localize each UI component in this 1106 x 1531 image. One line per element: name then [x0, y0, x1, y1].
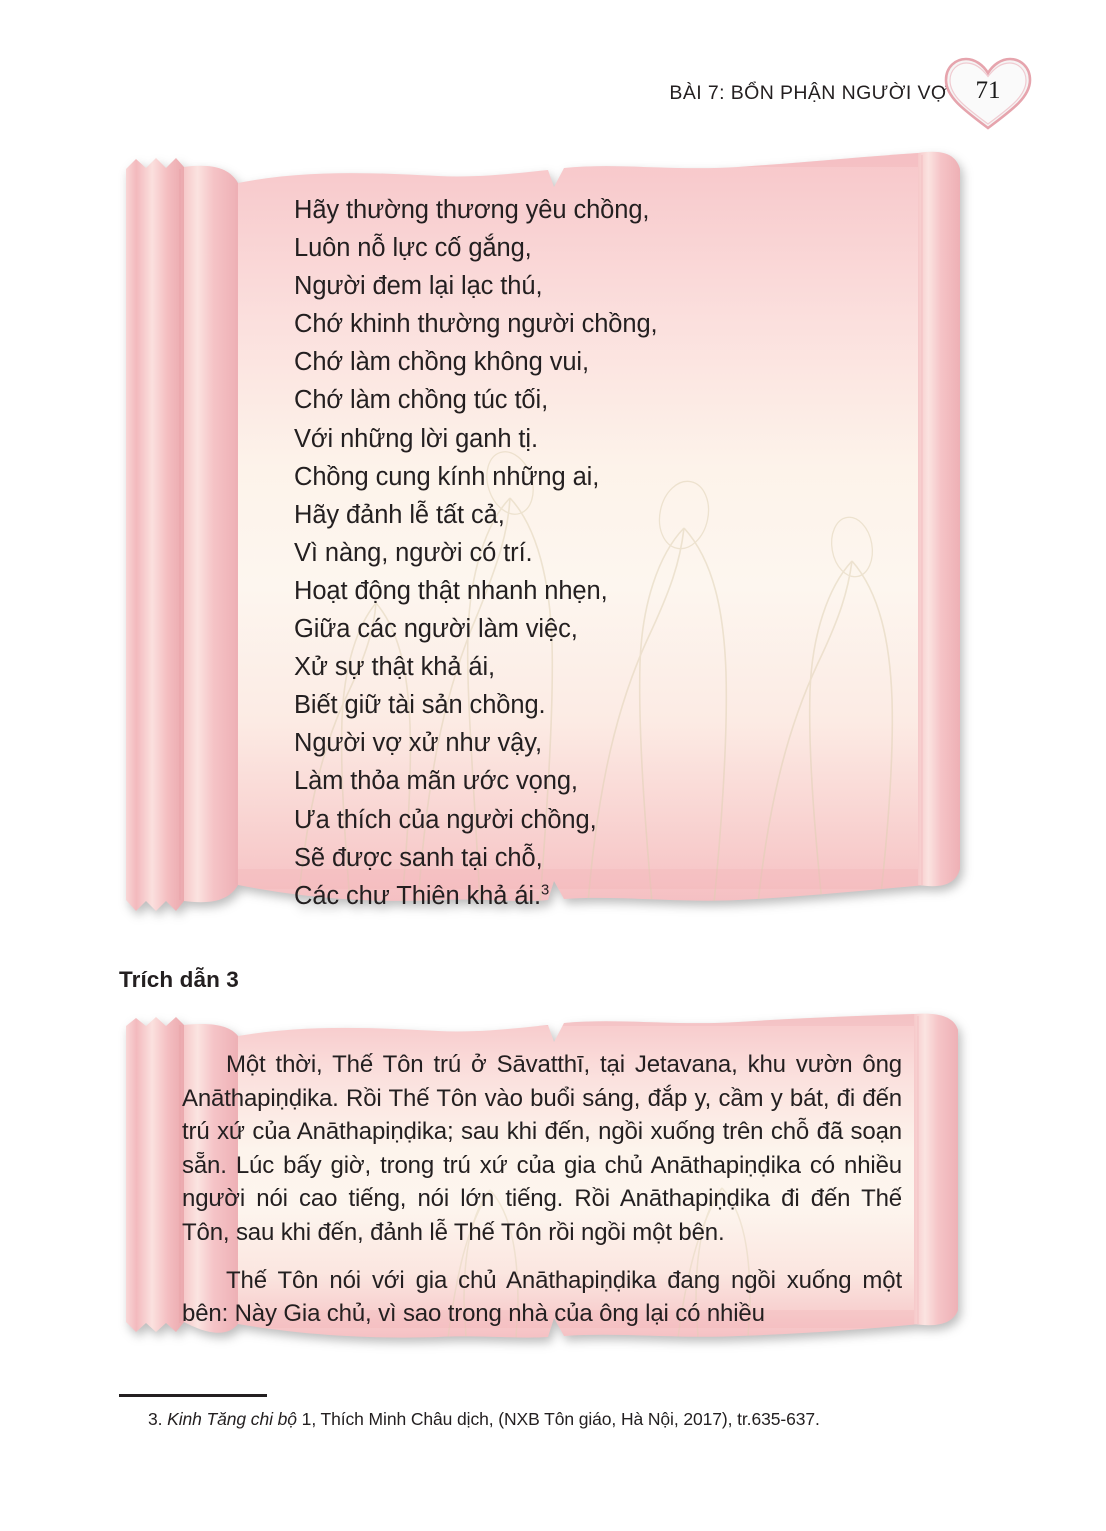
poem-text-block: [294, 191, 894, 915]
poem-line: Biết giữ tài sản chồng.: [294, 691, 546, 720]
footnote-text: [119, 1408, 999, 1431]
footnote-marker: 3: [540, 882, 550, 899]
poem-line: Luôn nỗ lực cố gắng,: [294, 234, 532, 263]
poem-line: Hoạt động thật nhanh nhẹn,: [294, 576, 608, 605]
poem-line: Vì nàng, người có trí.: [294, 538, 533, 567]
poem-line: Người đem lại lạc thú,: [294, 272, 543, 301]
poem-line: Chớ làm chồng không vui,: [294, 348, 589, 377]
poem-line: Người vợ xử như vậy,: [294, 729, 542, 758]
scroll-prose: [118, 1012, 964, 1342]
poem-line: Chồng cung kính những ai,: [294, 462, 600, 491]
poem-line: Xử sự thật khả ái,: [294, 653, 496, 682]
poem-line: Giữa các người làm việc,: [294, 615, 578, 644]
page-title: BÀI 7: BỔN PHẬN NGƯỜI VỢ: [669, 81, 948, 104]
prose-text-block: [182, 1048, 902, 1331]
footnote-title: Kinh Tăng chi bộ: [167, 1409, 297, 1429]
page-header: [669, 64, 1034, 124]
page-number: 71: [975, 77, 1001, 104]
poem-line-last: [294, 877, 894, 915]
scroll-poem: [118, 143, 964, 925]
heart-page-badge: [942, 55, 1034, 133]
poem-line: Chớ khinh thường người chồng,: [294, 310, 658, 339]
footnote-separator-rule: [119, 1394, 267, 1397]
poem-line-text: Các chư Thiên khả ái.: [294, 881, 541, 910]
poem-line: Hãy thường thương yêu chồng,: [294, 196, 650, 224]
poem-line: Hãy đảnh lễ tất cả,: [294, 500, 505, 529]
poem-line: Chớ làm chồng túc tối,: [294, 386, 549, 415]
poem-line: Làm thỏa mãn ước vọng,: [294, 767, 578, 796]
prose-paragraph: Một thời, Thế Tôn trú ở Sāvatthī, tại Jetavana, khu vườn ông Anāthapiṇḍika. Rồi Thế Tôn vào buổi sáng, đắp y, cầm y bát, đi đến trú xứ của Anāthapiṇḍika; sau khi đến, ngồi xuống trên chỗ đã soạn sẵn. Lúc bấy giờ, trong trú xứ của gia chủ Anāthapiṇḍika có nhiều người nói cao tiếng, nói lớn tiếng. Rồi Anāthapiṇḍika đi đến Thế Tôn, sau khi đến, đảnh lễ Thế Tôn rồi ngồi một bên.: [182, 1051, 902, 1246]
prose-paragraph: Thế Tôn nói với gia chủ Anāthapiṇḍika đang ngồi xuống một bên: Này Gia chủ, vì sao trong nhà của ông lại có nhiều: [182, 1266, 902, 1328]
footnote-area: [119, 1394, 999, 1431]
footnote-number: 3.: [148, 1409, 163, 1429]
footnote-rest: 1, Thích Minh Châu dịch, (NXB Tôn giáo, Hà Nội, 2017), tr.635-637.: [296, 1409, 820, 1429]
section-heading-trich-dan-3: Trích dẫn 3: [119, 967, 239, 992]
poem-line: Ưa thích của người chồng,: [294, 805, 597, 834]
poem-line: Với những lời ganh tị.: [294, 424, 538, 453]
poem-line: Sẽ được sanh tại chỗ,: [294, 843, 543, 872]
